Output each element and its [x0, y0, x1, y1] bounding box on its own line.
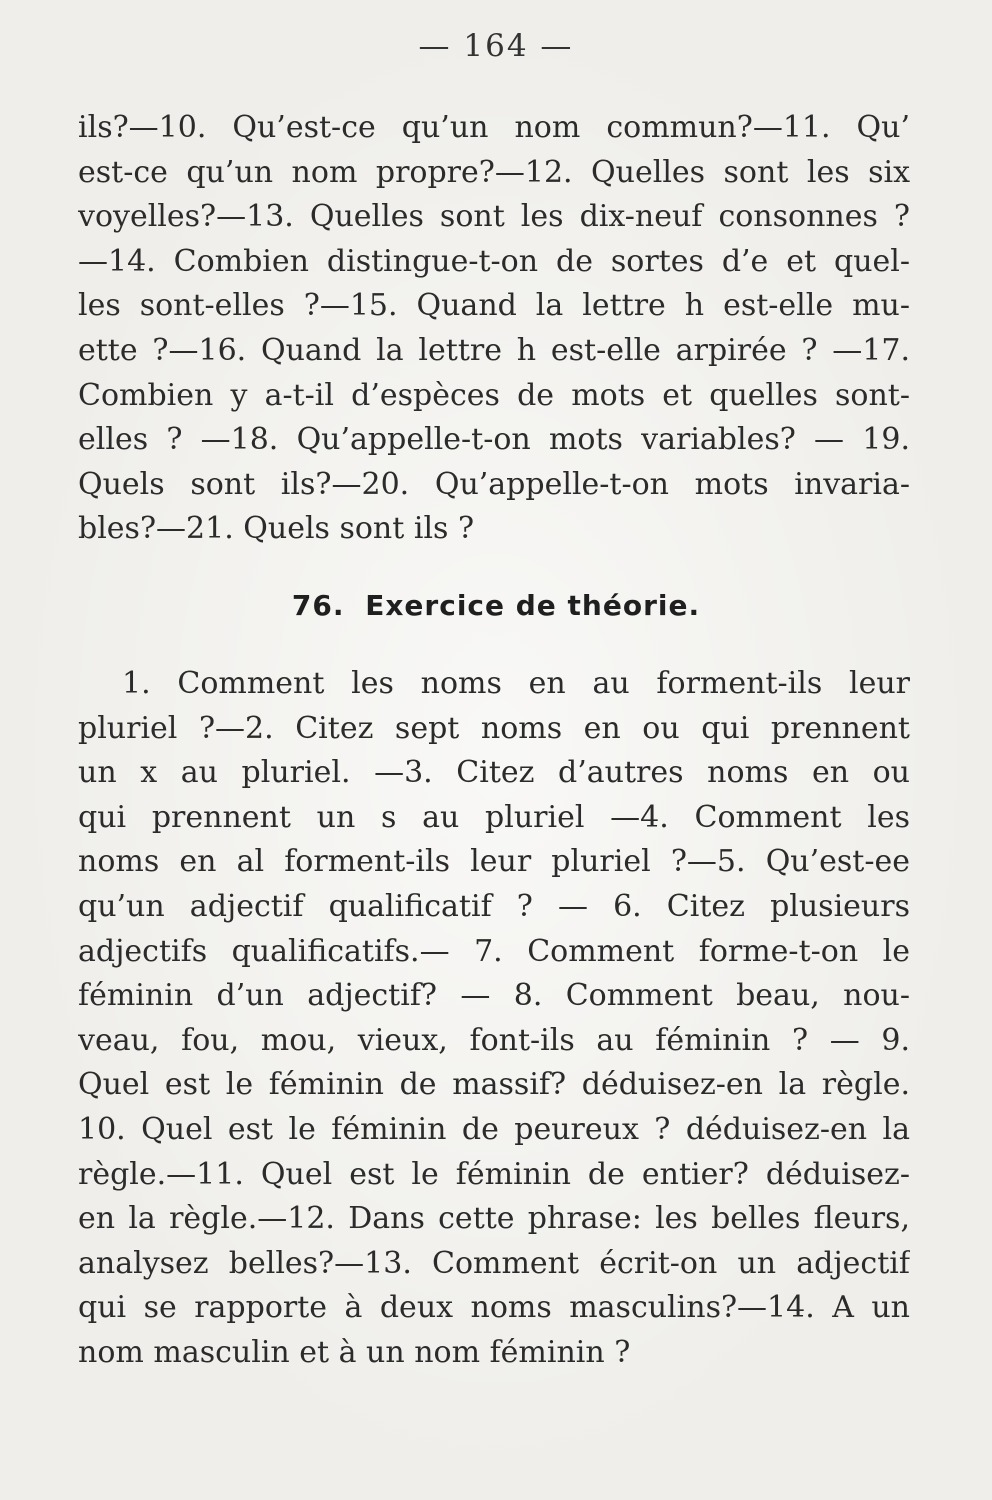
text-line: Combien y a-t-il d’espèces de mots et quelles sont- [78, 377, 910, 413]
text-line: nom masculin et à un nom féminin ? [78, 1334, 631, 1370]
page-number: — 164 — [418, 28, 574, 64]
text-line: 1. Comment les noms en au forment-ils leur [122, 666, 910, 701]
text-line: un x au pluriel. —3. Citez d’autres noms en ou [78, 755, 910, 791]
section-title: Exercice de théorie. [365, 589, 701, 622]
text-line: Quel est le féminin de massif? déduisez-en la règle. [78, 1067, 910, 1103]
text-line: ette ?—16. Quand la lettre h est-elle arpirée ? —17. [78, 332, 910, 368]
text-line: analysez belles?—13. Comment écrit-on un adjectif [78, 1245, 910, 1281]
text-line: qui se rapporte à deux noms masculins?—14. A un [78, 1290, 910, 1326]
text-line: règle.—11. Quel est le féminin de entier? déduisez- [78, 1156, 910, 1192]
text-line: elles ? —18. Qu’appelle-t-on mots variables? — 19. [78, 422, 910, 458]
exercise-paragraph [78, 662, 910, 1376]
text-line: Quels sont ils?—20. Qu’appelle-t-on mots invaria- [78, 466, 910, 502]
text-line: en la règle.—12. Dans cette phrase: les belles fleurs, [78, 1201, 910, 1237]
section-number: 76. [291, 589, 345, 622]
text-line: les sont-elles ?—15. Quand la lettre h est-elle mu- [78, 288, 910, 324]
questions-paragraph [78, 106, 910, 552]
text-line: adjectifs qualificatifs.— 7. Comment forme-t-on le [78, 933, 910, 969]
text-line: pluriel ?—2. Citez sept noms en ou qui prennent [78, 710, 910, 746]
text-line: veau, fou, mou, vieux, font-ils au féminin ? — 9. [78, 1022, 910, 1058]
text-line: féminin d’un adjectif? — 8. Comment beau, nou- [78, 978, 910, 1014]
text-line: ils?—10. Qu’est-ce qu’un nom commun?—11. Qu’ [78, 110, 910, 145]
text-line: bles?—21. Quels sont ils ? [78, 511, 475, 547]
text-line: est-ce qu’un nom propre?—12. Quelles sont les six [78, 154, 910, 190]
text-line: voyelles?—13. Quelles sont les dix-neuf consonnes ? [78, 199, 910, 235]
section-heading [0, 589, 992, 622]
text-line: —14. Combien distingue-t-on de sortes d’e et quel- [78, 243, 910, 279]
text-line: qui prennent un s au pluriel —4. Comment les [78, 799, 910, 835]
text-line: 10. Quel est le féminin de peureux ? déduisez-en la [78, 1111, 910, 1147]
text-line: noms en al forment-ils leur pluriel ?—5. Qu’est-ee [78, 844, 910, 880]
text-line: qu’un adjectif qualificatif ? — 6. Citez plusieurs [78, 888, 910, 924]
